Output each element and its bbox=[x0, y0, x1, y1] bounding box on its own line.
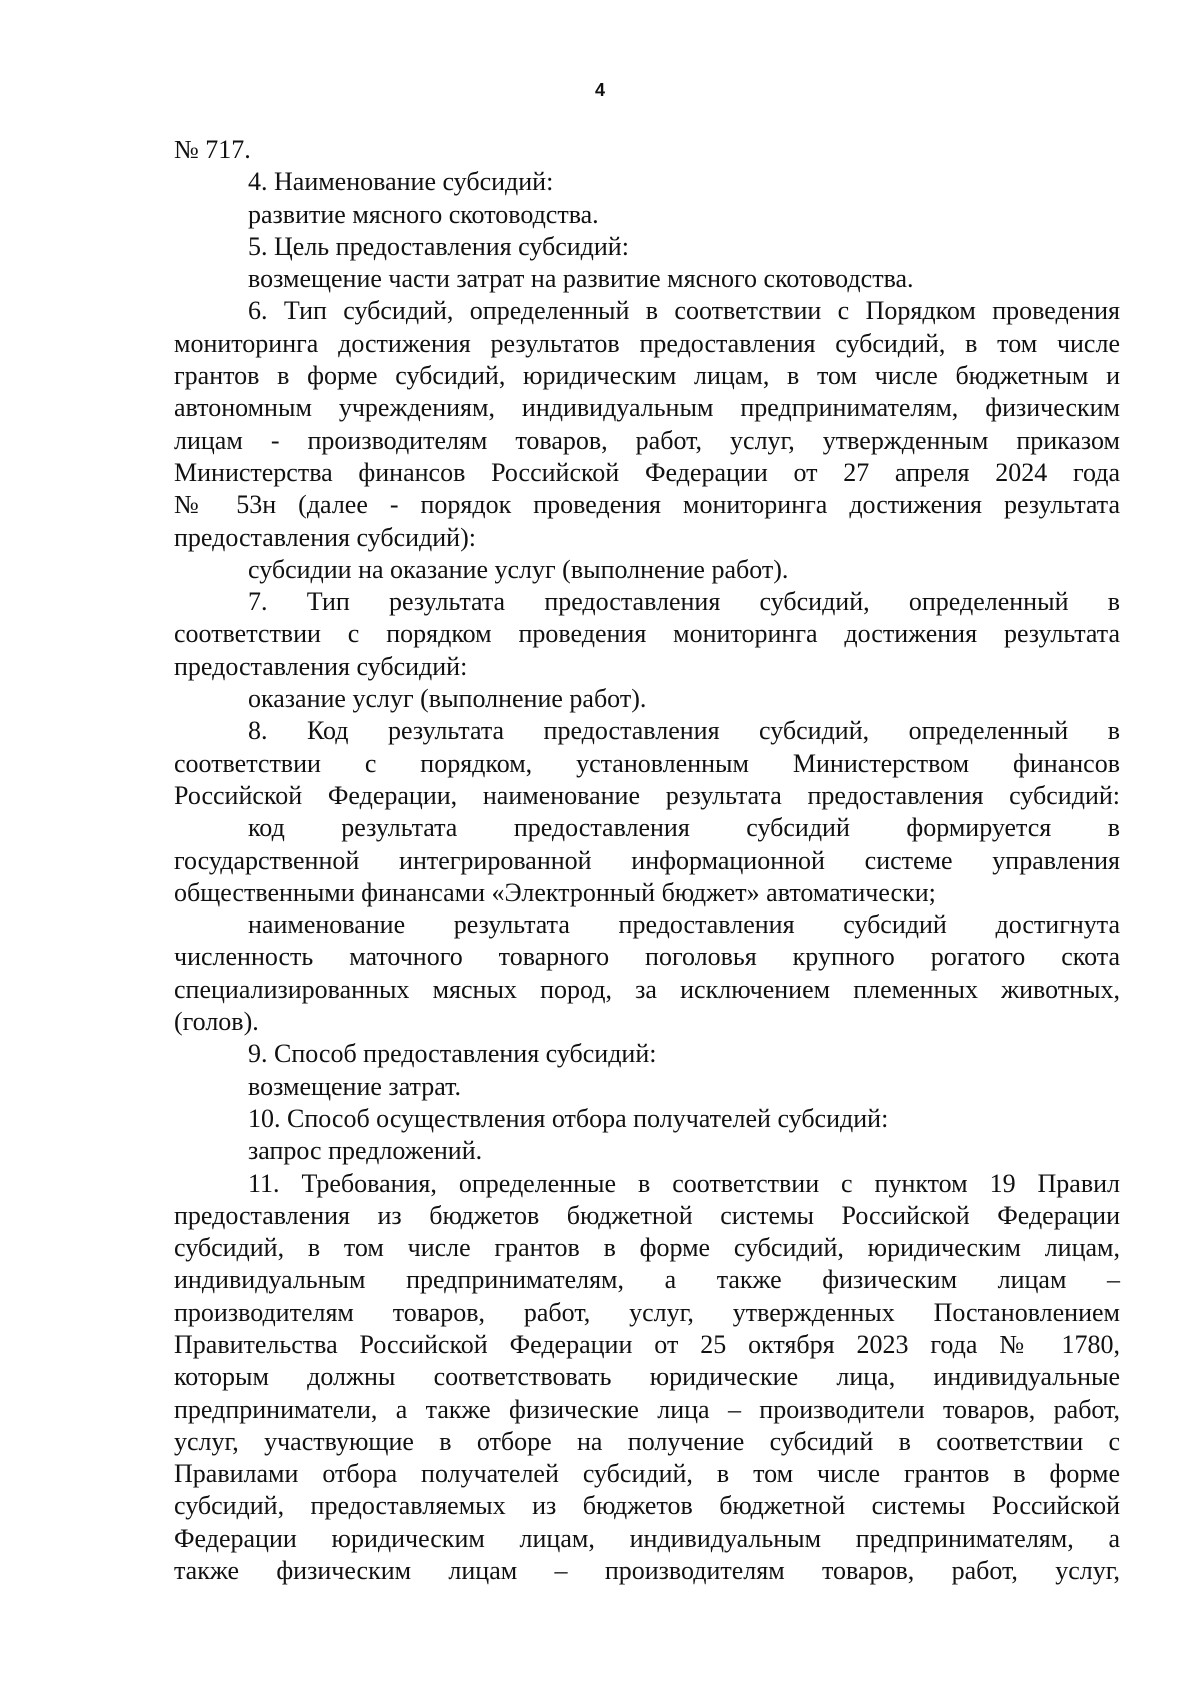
text-line: предприниматели, а также физические лица – производители товаров, работ, bbox=[174, 1394, 1120, 1424]
text-line: также физическим лицам – производителям товаров, работ, услуг, bbox=[174, 1556, 1120, 1586]
page-number: 4 bbox=[594, 80, 605, 100]
text-line: наименование результата предоставления субсидий достигнута bbox=[248, 910, 1120, 940]
text-line: Правительства Российской Федерации от 25 октября 2023 года № 1780, bbox=[174, 1329, 1120, 1359]
text-line: которым должны соответствовать юридические лица, индивидуальные bbox=[174, 1362, 1120, 1392]
text-line: производителям товаров, работ, услуг, утвержденных Постановлением bbox=[174, 1297, 1120, 1327]
text-line: 8. Код результата предоставления субсидий, определенный в bbox=[248, 716, 1120, 746]
text-line: предоставления субсидий: bbox=[174, 651, 468, 681]
text-line: возмещение затрат. bbox=[248, 1071, 462, 1101]
text-line: запрос предложений. bbox=[248, 1136, 483, 1166]
text-line: № 53н (далее - порядок проведения мониторинга достижения результата bbox=[174, 490, 1120, 520]
text-line: субсидии на оказание услуг (выполнение работ). bbox=[248, 554, 789, 584]
text-line: Российской Федерации, наименование результата предоставления субсидий: bbox=[174, 780, 1120, 810]
text-line: 9. Способ предоставления субсидий: bbox=[248, 1039, 657, 1069]
text-line: 5. Цель предоставления субсидий: bbox=[248, 231, 629, 261]
text-line: 7. Тип результата предоставления субсидий, определенный в bbox=[248, 587, 1120, 617]
text-line: Федерации юридическим лицам, индивидуальным предпринимателям, а bbox=[174, 1523, 1120, 1553]
text-line: (голов). bbox=[174, 1007, 259, 1037]
text-line: субсидий, предоставляемых из бюджетов бюджетной системы Российской bbox=[174, 1491, 1120, 1521]
text-line: общественными финансами «Электронный бюджет» автоматически; bbox=[174, 877, 936, 907]
text-line: № 717. bbox=[174, 135, 251, 164]
text-line: Правилами отбора получателей субсидий, в том числе грантов в форме bbox=[174, 1459, 1120, 1489]
text-line: лицам - производителям товаров, работ, услуг, утвержденным приказом bbox=[174, 425, 1120, 455]
text-line: Министерства финансов Российской Федерации от 27 апреля 2024 года bbox=[174, 457, 1120, 487]
text-line: предоставления из бюджетов бюджетной системы Российской Федерации bbox=[174, 1200, 1120, 1230]
text-line: 6. Тип субсидий, определенный в соответствии с Порядком проведения bbox=[248, 296, 1120, 326]
text-line: 10. Способ осуществления отбора получателей субсидий: bbox=[248, 1103, 889, 1133]
text-line: грантов в форме субсидий, юридическим лицам, в том числе бюджетным и bbox=[174, 361, 1120, 391]
text-line: предоставления субсидий): bbox=[174, 522, 476, 552]
document-body bbox=[174, 134, 1120, 1587]
text-line: соответствии с порядком проведения мониторинга достижения результата bbox=[174, 619, 1120, 649]
text-line: развитие мясного скотоводства. bbox=[248, 199, 599, 229]
text-line: 11. Требования, определенные в соответствии с пунктом 19 Правил bbox=[248, 1168, 1120, 1198]
text-line: автономным учреждениям, индивидуальным предпринимателям, физическим bbox=[174, 393, 1120, 423]
text-line: государственной интегрированной информационной системе управления bbox=[174, 845, 1120, 875]
text-line: соответствии с порядком, установленным Министерством финансов bbox=[174, 748, 1120, 778]
text-line: услуг, участвующие в отборе на получение субсидий в соответствии с bbox=[174, 1426, 1120, 1456]
text-line: индивидуальным предпринимателям, а также физическим лицам – bbox=[174, 1265, 1120, 1295]
text-line: специализированных мясных пород, за исключением племенных животных, bbox=[174, 974, 1120, 1004]
text-line: численность маточного товарного поголовья крупного рогатого скота bbox=[174, 942, 1120, 972]
text-line: мониторинга достижения результатов предоставления субсидий, в том числе bbox=[174, 328, 1120, 358]
text-line: оказание услуг (выполнение работ). bbox=[248, 684, 647, 714]
text-line: код результата предоставления субсидий формируется в bbox=[248, 813, 1120, 843]
text-line: субсидий, в том числе грантов в форме субсидий, юридическим лицам, bbox=[174, 1233, 1120, 1263]
text-line: 4. Наименование субсидий: bbox=[248, 167, 554, 197]
text-line: возмещение части затрат на развитие мясного скотоводства. bbox=[248, 264, 914, 294]
